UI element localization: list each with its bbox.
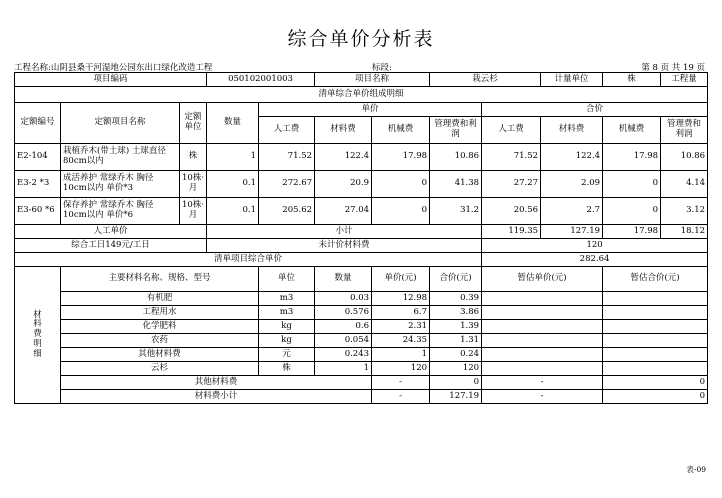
header-machine-total: 机械费	[603, 117, 661, 144]
other-material-price: -	[372, 376, 430, 390]
unit-total-value: 282.64	[482, 253, 708, 267]
total-labor: 27.27	[482, 171, 541, 198]
subtotal-material: 127.19	[541, 225, 603, 239]
material-unit: kg	[259, 320, 315, 334]
material-header-price: 单价(元)	[372, 267, 430, 292]
header-material: 材料费	[315, 117, 372, 144]
qty-label: 工程量	[661, 73, 708, 87]
material-header-row	[15, 267, 708, 292]
total-machine: 17.98	[603, 144, 661, 171]
material-total: 1.31	[430, 334, 482, 348]
material-price: 2.31	[372, 320, 430, 334]
material-header-est-total: 暂估合价(元)	[603, 267, 708, 292]
header-unit-price: 单价	[259, 103, 482, 117]
quota-code: E3-2 *3	[15, 171, 61, 198]
page-info: 第 8 页 共 19 页	[641, 63, 705, 73]
header-unit: 定额单位	[180, 103, 207, 144]
unpriced-row	[15, 239, 708, 253]
project-name: 山阴县桑干河湿地公园东出口绿化改造工程	[50, 63, 213, 73]
header-labor: 人工费	[259, 117, 315, 144]
material-unit: 元	[259, 348, 315, 362]
section-label: 标段:	[372, 63, 392, 73]
material-subtotal-row	[15, 390, 708, 404]
page-title: 综合单价分析表	[287, 28, 435, 50]
workday-label: 综合工日149元/工日	[15, 239, 207, 253]
total-machine: 0	[603, 171, 661, 198]
material-total: 3.86	[430, 306, 482, 320]
material-price: 12.98	[372, 292, 430, 306]
total-material: 2.7	[541, 198, 603, 225]
unit-price-analysis-table	[14, 72, 708, 404]
unit-machine: 0	[372, 198, 430, 225]
material-side-text: 材料费明细	[33, 309, 42, 359]
form-number: 表-09	[686, 465, 706, 474]
header-labor-total: 人工费	[482, 117, 541, 144]
material-unit: m3	[259, 306, 315, 320]
material-est-total	[603, 306, 708, 320]
list-item	[15, 320, 708, 334]
material-total: 1.39	[430, 320, 482, 334]
material-qty: 0.054	[315, 334, 372, 348]
header-machine: 机械费	[372, 117, 430, 144]
material-est-unit	[482, 362, 603, 376]
list-item	[15, 306, 708, 320]
quota-name: 栽植乔木(带土球) 土球直径80cm以内	[61, 144, 180, 171]
header-mgmt: 管理费和利润	[430, 117, 482, 144]
other-material-est-unit: -	[482, 376, 603, 390]
item-code: 050102001003	[207, 73, 315, 87]
material-unit: kg	[259, 334, 315, 348]
header-total-price: 合价	[482, 103, 708, 117]
material-name: 其他材料费	[61, 348, 259, 362]
material-est-total	[603, 292, 708, 306]
material-header-unit: 单位	[259, 267, 315, 292]
total-labor: 71.52	[482, 144, 541, 171]
material-total: 0.24	[430, 348, 482, 362]
material-est-total	[603, 348, 708, 362]
name-label: 项目名称	[315, 73, 430, 87]
subtotal-machine: 17.98	[603, 225, 661, 239]
material-est-unit	[482, 292, 603, 306]
unit-machine: 17.98	[372, 144, 430, 171]
material-header-name: 主要材料名称、规格、型号	[61, 267, 259, 292]
material-total: 120	[430, 362, 482, 376]
composition-header-row-1	[15, 103, 708, 117]
item-info-row	[15, 73, 708, 87]
material-est-unit	[482, 306, 603, 320]
quota-qty: 0.1	[207, 171, 259, 198]
header-mgmt-total: 管理费和利润	[661, 117, 708, 144]
quota-name: 保存养护 常绿乔木 胸径10cm以内 单价*6	[61, 198, 180, 225]
list-item	[15, 334, 708, 348]
material-price: 24.35	[372, 334, 430, 348]
list-item	[15, 348, 708, 362]
material-subtotal-label: 材料费小计	[61, 390, 372, 404]
unit-label: 计量单位	[541, 73, 603, 87]
header-code: 定额编号	[15, 103, 61, 144]
material-name: 云杉	[61, 362, 259, 376]
material-header-total: 合价(元)	[430, 267, 482, 292]
table-row	[15, 144, 708, 171]
material-price: 1	[372, 348, 430, 362]
material-qty: 0.6	[315, 320, 372, 334]
other-material-est-total: 0	[603, 376, 708, 390]
material-price: 6.7	[372, 306, 430, 320]
composition-title: 清单综合单价组成明细	[15, 87, 708, 103]
header-name: 定额项目名称	[61, 103, 180, 144]
material-subtotal-price: -	[372, 390, 430, 404]
total-mgmt: 10.86	[661, 144, 708, 171]
material-est-total	[603, 334, 708, 348]
material-header-qty: 数量	[315, 267, 372, 292]
unit-mgmt: 41.38	[430, 171, 482, 198]
material-est-unit	[482, 320, 603, 334]
unit-labor: 205.62	[259, 198, 315, 225]
item-name: 栽云杉	[430, 73, 541, 87]
unpriced-label: 未计价材料费	[207, 239, 482, 253]
table-row	[15, 198, 708, 225]
unit-total-label: 清单项目综合单价	[15, 253, 482, 267]
material-est-unit	[482, 334, 603, 348]
quota-qty: 0.1	[207, 198, 259, 225]
material-qty: 1	[315, 362, 372, 376]
material-qty: 0.576	[315, 306, 372, 320]
list-item	[15, 362, 708, 376]
unit-labor: 272.67	[259, 171, 315, 198]
material-header-est-unit: 暂估单价(元)	[482, 267, 603, 292]
unit-total-row	[15, 253, 708, 267]
project-label: 工程名称:	[14, 63, 51, 73]
material-est-total	[603, 320, 708, 334]
material-name: 化学肥料	[61, 320, 259, 334]
subtotal-mgmt: 18.12	[661, 225, 708, 239]
table-row	[15, 171, 708, 198]
unit-mgmt: 10.86	[430, 144, 482, 171]
quota-unit: 10株·月	[180, 198, 207, 225]
material-qty: 0.03	[315, 292, 372, 306]
labor-price-label: 人工单价	[15, 225, 207, 239]
header-qty: 数量	[207, 103, 259, 144]
material-name: 有机肥	[61, 292, 259, 306]
quota-unit: 10株·月	[180, 171, 207, 198]
material-unit: 株	[259, 362, 315, 376]
unit-labor: 71.52	[259, 144, 315, 171]
composition-title-row	[15, 87, 708, 103]
material-subtotal-est-unit: -	[482, 390, 603, 404]
quota-code: E3-60 *6	[15, 198, 61, 225]
quota-code: E2-104	[15, 144, 61, 171]
total-labor: 20.56	[482, 198, 541, 225]
quota-unit: 株	[180, 144, 207, 171]
total-mgmt: 3.12	[661, 198, 708, 225]
unit-mgmt: 31.2	[430, 198, 482, 225]
total-mgmt: 4.14	[661, 171, 708, 198]
material-est-total	[603, 362, 708, 376]
unpriced-value: 120	[482, 239, 708, 253]
total-material: 2.09	[541, 171, 603, 198]
material-side-label	[15, 267, 61, 404]
item-unit: 株	[603, 73, 661, 87]
unit-material: 20.9	[315, 171, 372, 198]
unit-material: 27.04	[315, 198, 372, 225]
material-est-unit	[482, 348, 603, 362]
unit-material: 122.4	[315, 144, 372, 171]
other-material-label: 其他材料费	[61, 376, 372, 390]
total-material: 122.4	[541, 144, 603, 171]
material-subtotal-total: 127.19	[430, 390, 482, 404]
quota-qty: 1	[207, 144, 259, 171]
total-machine: 0	[603, 198, 661, 225]
subtotal-label: 小计	[207, 225, 482, 239]
subtotal-row	[15, 225, 708, 239]
quota-name: 成活养护 常绿乔木 胸径10cm以内 单价*3	[61, 171, 180, 198]
material-unit: m3	[259, 292, 315, 306]
other-material-total: 0	[430, 376, 482, 390]
list-item	[15, 292, 708, 306]
other-material-row	[15, 376, 708, 390]
material-name: 农药	[61, 334, 259, 348]
material-total: 0.39	[430, 292, 482, 306]
code-label: 项目编码	[15, 73, 207, 87]
unit-machine: 0	[372, 171, 430, 198]
material-name: 工程用水	[61, 306, 259, 320]
subtotal-labor: 119.35	[482, 225, 541, 239]
header-material-total: 材料费	[541, 117, 603, 144]
material-price: 120	[372, 362, 430, 376]
material-qty: 0.243	[315, 348, 372, 362]
material-subtotal-est-total: 0	[603, 390, 708, 404]
